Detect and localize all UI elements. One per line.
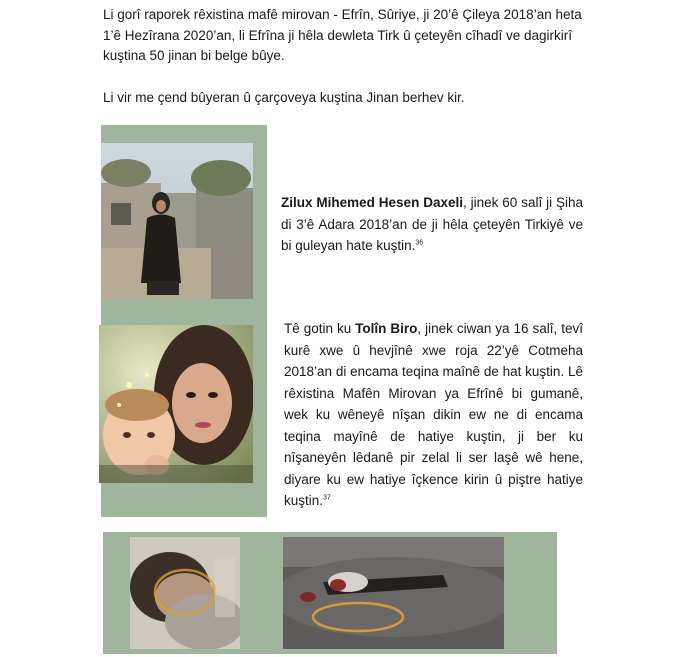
- case1-name: Zilux Mihemed Hesen Daxeli: [281, 195, 463, 210]
- case2-body: , jinek ciwan ya 16 salî, tevî kurê xwe û hevjînê xwe roja 22’yê Cotmeha 2018’an di encama teqina maînê de hat kuştin. Lê rêxistina Mafên Mirovan ya Efrînê bi gumanê, wek ku wêneyê nîşan dikin ew ne di encama teqina mayînê de hatiye kuştin, ji ber ku nîşaneyên lêdanê pir zelal li ser laşê wê hene, diyare ku ew hatiye îçkence kirin û piştre hatiye kuştin.: [284, 321, 583, 508]
- case1-body: , jinek 60 salî ji Şiha di 3’ê Adara 2018’an de ji hêla çeteyên Tirkiyê ve bi guleyan hate kuştin.: [281, 195, 583, 253]
- case1-footnote: 36: [415, 239, 424, 247]
- case1-photo: [101, 143, 253, 299]
- intro-paragraph-2: Li vir me çend bûyeran û çarçoveya kuştina Jinan berhev kir.: [103, 90, 465, 105]
- case2-prefix: Tê gotin ku: [284, 321, 356, 336]
- bottom-photo-right: [283, 537, 504, 649]
- case2-footnote: 37: [323, 494, 331, 502]
- case2-text: [284, 318, 583, 512]
- case1-text: [281, 192, 583, 257]
- intro-paragraph-1: Li gorî raporek rêxistina mafê mirovan - Efrîn, Sûriye, ji 20’ê Çileya 2018’an heta 1’ê Hezîrana 2020’an, li Efrîna ji hêla dewleta Tirk û çeteyên cîhadî ve dagirkirî kuştina 50 jinan bi belge bûye.: [103, 7, 582, 63]
- case2-photo: [99, 325, 253, 483]
- case2-name: Tolîn Biro: [355, 321, 418, 336]
- bottom-photo-left: [130, 537, 240, 649]
